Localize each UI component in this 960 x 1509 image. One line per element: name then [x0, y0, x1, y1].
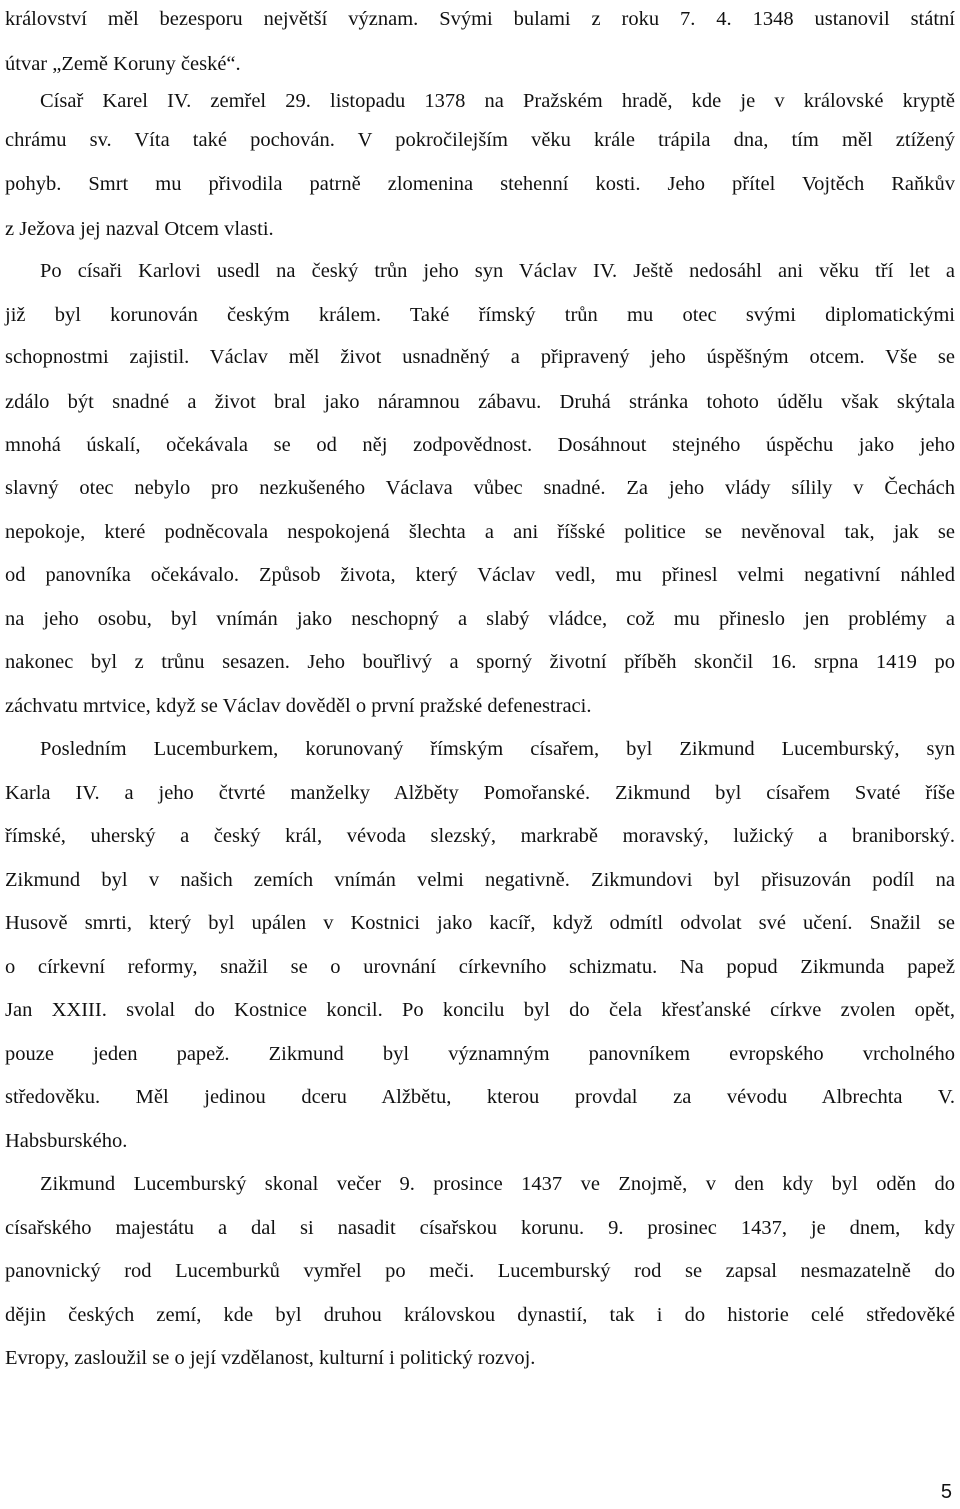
text-line: Karla IV. a jeho čtvrté manželky Alžběty Pomořanské. Zikmund byl císařem Svaté říše	[5, 782, 955, 804]
text-line: mnohá úskalí, očekávala se od něj zodpovědnost. Dosáhnout stejného úspěchu jako jeho	[5, 434, 955, 456]
text-line: již byl korunován českým králem. Také římský trůn mu otec svými diplomatickými	[5, 304, 955, 326]
text-line: pohyb. Smrt mu přivodila patrně zlomenina stehenní kosti. Jeho přítel Vojtěch Raňkův	[5, 173, 955, 195]
text-line: od panovníka očekávalo. Způsob života, který Václav vedl, mu přinesl velmi negativní náhled	[5, 564, 955, 586]
text-line: Císař Karel IV. zemřel 29. listopadu 1378 na Pražském hradě, kde je v královské kryptě	[40, 90, 955, 112]
text-line: o církevní reformy, snažil se o urovnání církevního schizmatu. Na popud Zikmunda papež	[5, 956, 955, 978]
text-line: Jan XXIII. svolal do Kostnice koncil. Po koncilu byl do čela křesťanské církve zvolen opět,	[5, 999, 955, 1021]
text-line: Habsburského.	[5, 1130, 128, 1152]
text-line: království měl bezesporu největší význam. Svými bulami z roku 7. 4. 1348 ustanovil státní	[5, 8, 955, 30]
text-line: středověku. Měl jedinou dceru Alžbětu, kterou provdal za vévodu Albrechta V.	[5, 1086, 955, 1108]
text-line: Po císaři Karlovi usedl na český trůn jeho syn Václav IV. Ještě nedosáhl ani věku tří let a	[40, 260, 955, 282]
text-line: Posledním Lucemburkem, korunovaný římským císařem, byl Zikmund Lucemburský, syn	[40, 738, 955, 760]
text-line: panovnický rod Lucemburků vymřel po meči. Lucemburský rod se zapsal nesmazatelně do	[5, 1260, 955, 1282]
page-number: 5	[940, 1481, 952, 1503]
text-line: římské, uherský a český král, vévoda slezský, markrabě moravský, lužický a braniborský.	[5, 825, 955, 847]
text-line: slavný otec nebylo pro nezkušeného Václava vůbec snadné. Za jeho vlády sílily v Čechách	[5, 477, 955, 499]
text-line: z Ježova jej nazval Otcem vlasti.	[5, 218, 274, 240]
text-line: Zikmund byl v našich zemích vnímán velmi negativně. Zikmundovi byl přisuzován podíl na	[5, 869, 955, 891]
text-line: útvar „Země Koruny české“.	[5, 53, 241, 75]
text-line: Husově smrti, který byl upálen v Kostnici jako kacíř, když odmítl odvolat své učení. Snažil se	[5, 912, 955, 934]
text-line: nakonec byl z trůnu sesazen. Jeho bouřlivý a sporný životní příběh skončil 16. srpna 1419 po	[5, 651, 955, 673]
text-line: zdálo být snadné a život bral jako náramnou zábavu. Druhá stránka tohoto údělu však skýtala	[5, 391, 955, 413]
text-line: Zikmund Lucemburský skonal večer 9. prosince 1437 ve Znojmě, v den kdy byl oděn do	[40, 1173, 955, 1195]
text-line: na jeho osobu, byl vnímán jako neschopný a slabý vládce, což mu přineslo jen problémy a	[5, 608, 955, 630]
text-line: nepokoje, které podněcovala nespokojená šlechta a ani říšské politice se nevěnoval tak, jak se	[5, 521, 955, 543]
text-line: císařského majestátu a dal si nasadit císařskou korunu. 9. prosinec 1437, je dnem, kdy	[5, 1217, 955, 1239]
text-line: pouze jeden papež. Zikmund byl významným panovníkem evropského vrcholného	[5, 1043, 955, 1065]
text-line: dějin českých zemí, kde byl druhou královskou dynastií, tak i do historie celé středověké	[5, 1304, 955, 1326]
text-line: záchvatu mrtvice, když se Václav dověděl o první pražské defenestraci.	[5, 695, 592, 717]
text-line: chrámu sv. Víta také pochován. V pokročilejším věku krále trápila dna, tím měl ztížený	[5, 129, 955, 151]
text-line: Evropy, zasloužil se o její vzdělanost, kulturní i politický rozvoj.	[5, 1347, 536, 1369]
text-line: schopnostmi zajistil. Václav měl život usnadněný a připravený jeho úspěšným otcem. Vše se	[5, 346, 955, 368]
